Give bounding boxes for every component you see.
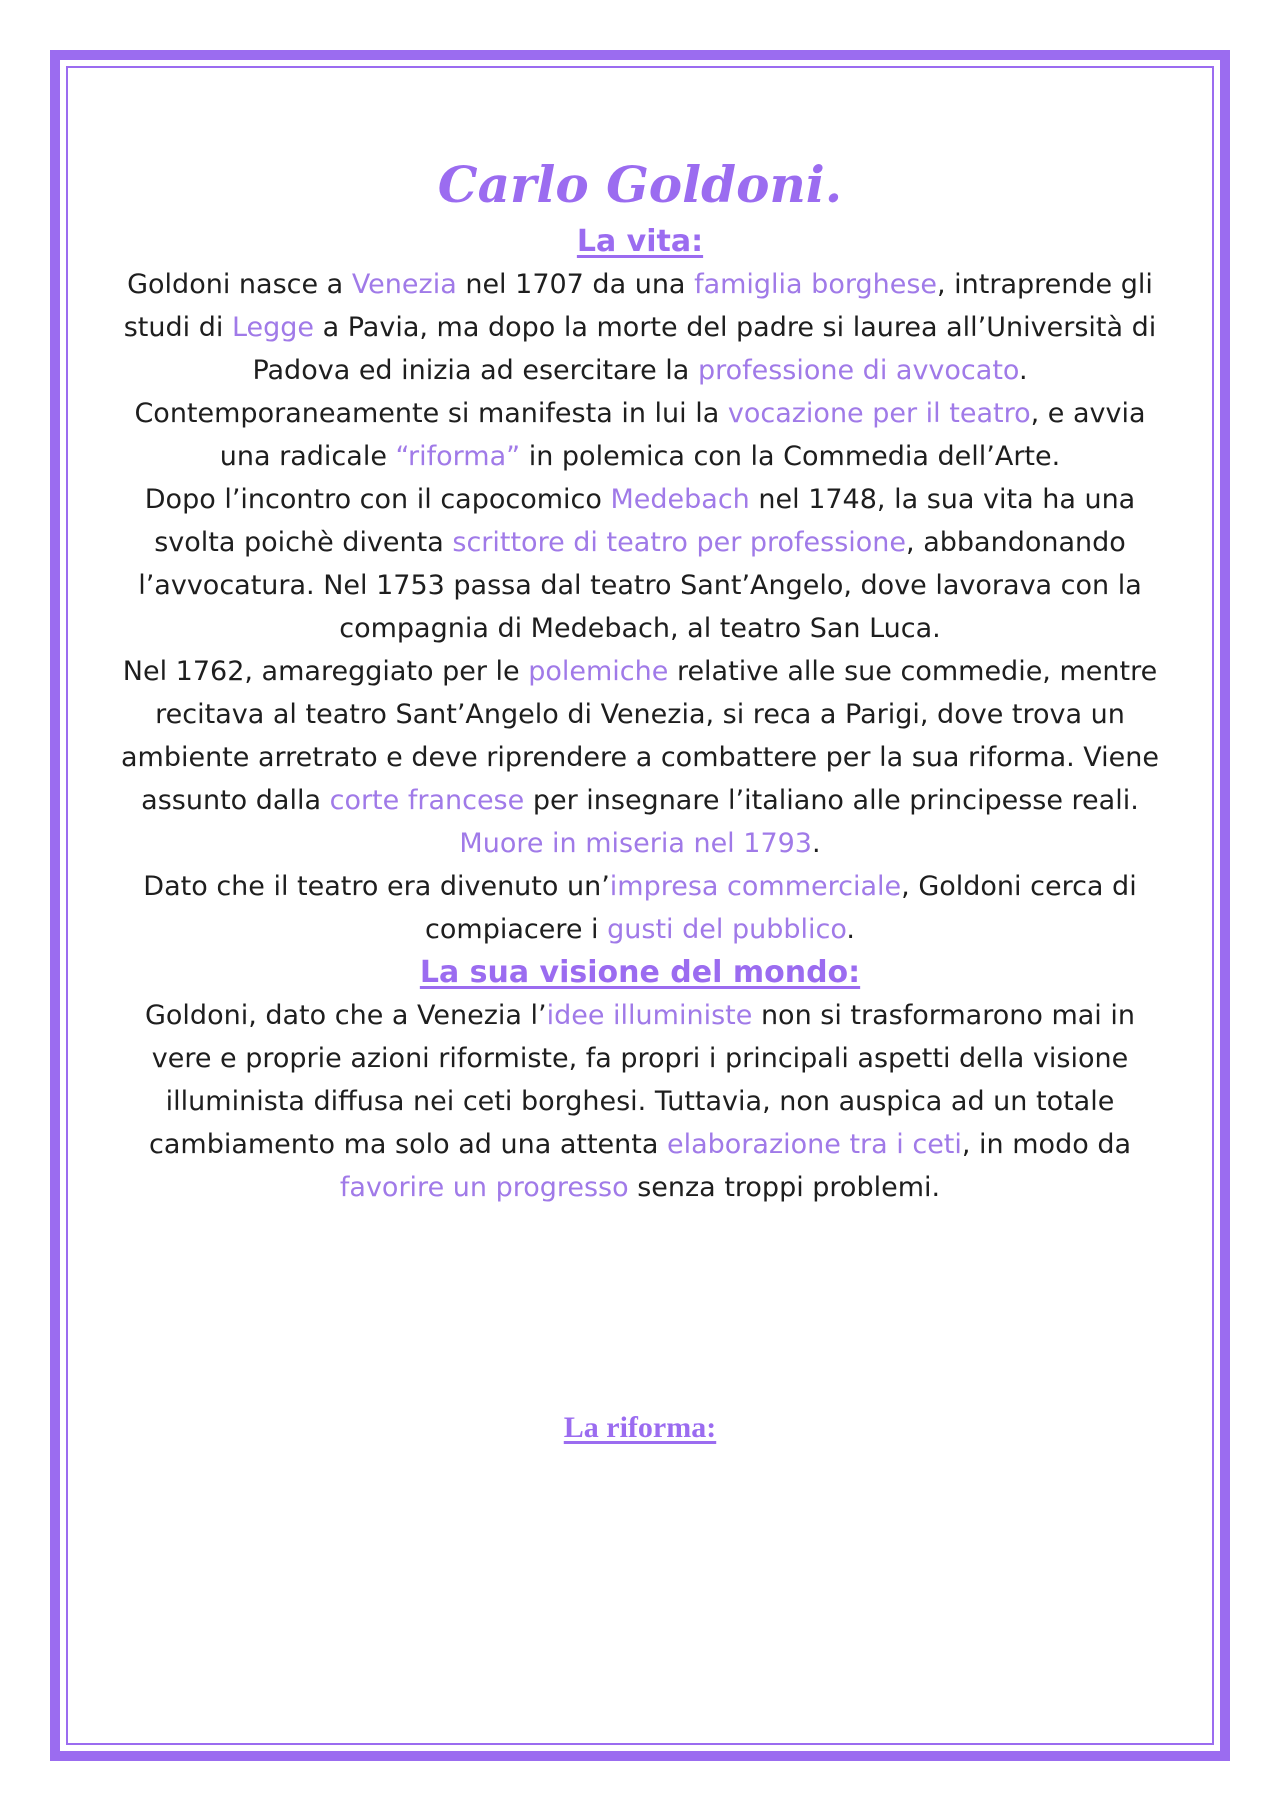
text-segment: , e avvia una radicale [219,398,1146,472]
text-segment: , intraprende gli studi di [123,269,1153,343]
highlighted-term: impresa commerciale [609,871,902,902]
paragraph-visione-1 [112,994,1168,1209]
text-segment: a Pavia, ma dopo la morte del padre si laurea all’Università di Padova ed inizia ad esercitare la [252,312,1157,386]
highlighted-term: gusti del pubblico [607,914,847,945]
highlighted-term: famiglia borghese [694,269,938,300]
text-segment: nel 1748, la sua vita ha una svolta poichè diventa [154,484,1136,558]
highlighted-term: vocazione per il teatro [727,398,1031,429]
text-segment: Nel 1762, amareggiato per le [122,656,529,687]
highlighted-term: scrittore di teatro per professione [452,527,907,558]
highlighted-term: Legge [231,312,315,343]
text-segment: per insegnare l’italiano alle principesse reali. [524,785,1139,816]
text-segment: . [846,914,855,945]
paragraph-vita-2 [112,478,1168,650]
highlighted-term: elaborazione tra i ceti [666,1129,962,1160]
document-title: Carlo Goldoni. [437,155,843,214]
highlighted-term: Venezia [351,269,457,300]
text-segment: Goldoni, dato che a Venezia l’ [144,1000,547,1031]
highlighted-term: polemiche [528,656,669,687]
text-segment: relative alle sue commedie, mentre recitava al teatro Sant’Angelo di Venezia, si reca a Parigi, dove trova un ambiente arretrato e deve riprendere a combattere per la sua riforma. Viene assunto dalla [120,656,1160,816]
paragraph-vita-3 [112,650,1168,865]
text-segment: in polemica con la Commedia dell’Arte. [520,441,1061,472]
text-segment: nel 1707 da una [456,269,695,300]
highlighted-term: Medebach [610,484,750,515]
highlighted-term: “riforma” [395,441,521,472]
highlighted-term: favorire un progresso [339,1172,629,1203]
text-segment: senza troppi problemi. [628,1172,941,1203]
document-body [112,150,1168,1209]
text-segment: . [811,828,821,859]
text-segment: , in modo da [961,1129,1131,1160]
highlighted-term: Muore in miseria nel 1793 [459,828,812,859]
text-segment: . Contemporaneamente si manifesta in lui la [134,355,1028,429]
highlighted-term: idee illuministe [546,1000,753,1031]
paragraph-vita-4 [112,865,1168,951]
highlighted-term: corte francese [329,785,525,816]
section-heading-riforma: La riforma: [563,1411,717,1444]
highlighted-term: professione di avvocato [697,355,1019,386]
text-segment: , abbandonando l’avvocatura. Nel 1753 passa dal teatro Sant’Angelo, dove lavorava con la compagnia di Medebach, al teatro San Luca. [138,527,1142,644]
paragraph-vita-1 [112,263,1168,478]
section-heading-visione: La sua visione del mondo: [419,955,861,990]
text-segment: , Goldoni cerca di compiacere i [425,871,1137,945]
text-segment: Dato che il teatro era divenuto un’ [143,871,610,902]
section-heading-vita: La vita: [576,224,704,259]
text-segment: Dopo l’incontro con il capocomico [144,484,611,515]
text-segment: Goldoni nasce a [127,269,352,300]
section-heading-riforma-wrapper [112,1406,1168,1449]
text-segment: non si trasformarono mai in vere e proprie azioni riformiste, fa propri i principali aspetti della visione illuminista diffusa nei ceti borghesi. Tuttavia, non auspica ad un totale cambiamento ma solo ad una attenta [149,1000,1135,1160]
